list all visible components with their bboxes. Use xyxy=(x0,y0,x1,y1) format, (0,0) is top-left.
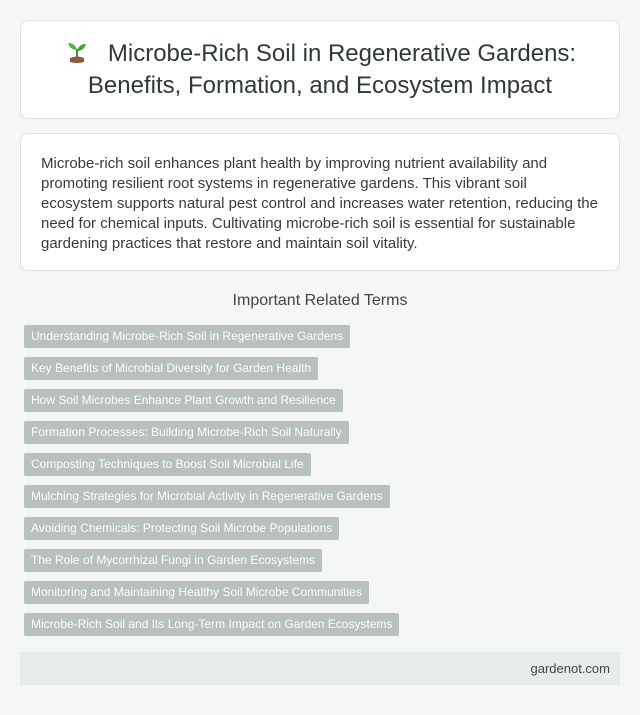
related-term-tag[interactable]: Formation Processes: Building Microbe-Rich Soil Naturally xyxy=(24,421,349,444)
related-term-tag[interactable]: Monitoring and Maintaining Healthy Soil Microbe Communities xyxy=(24,581,369,604)
title-card xyxy=(20,20,620,119)
page-title-text: Microbe-Rich Soil in Regenerative Gardens: Benefits, Formation, and Ecosystem Impact xyxy=(87,39,577,99)
related-term-tag[interactable]: Key Benefits of Microbial Diversity for Garden Health xyxy=(24,357,318,380)
description-card xyxy=(20,133,620,271)
related-term-tag[interactable]: Composting Techniques to Boost Soil Microbial Life xyxy=(24,453,311,476)
description-text: Microbe-rich soil enhances plant health by improving nutrient availability and promoting resilient root systems in regenerative gardens. This vibrant soil ecosystem supports natural pest control and increases water retention, reducing the need for chemical inputs. Cultivating microbe-rich soil is essential for sustainable gardening practices that restore and maintain soil vitality. xyxy=(41,155,598,252)
related-terms-list xyxy=(24,325,624,645)
sprout-icon xyxy=(64,38,90,64)
related-terms-heading: Important Related Terms xyxy=(232,292,408,309)
related-term-tag[interactable]: Understanding Microbe-Rich Soil in Regenerative Gardens xyxy=(24,325,350,348)
related-term-tag[interactable]: Avoiding Chemicals: Protecting Soil Microbe Populations xyxy=(24,517,339,540)
related-term-tag[interactable]: Mulching Strategies for Microbial Activity in Regenerative Gardens xyxy=(24,485,390,508)
page-title xyxy=(21,38,619,102)
related-term-tag[interactable]: The Role of Mycorrhizal Fungi in Garden Ecosystems xyxy=(24,549,322,572)
footer xyxy=(20,652,620,685)
related-term-tag[interactable]: How Soil Microbes Enhance Plant Growth and Resilience xyxy=(24,389,343,412)
related-term-tag[interactable]: Microbe-Rich Soil and Its Long-Term Impact on Garden Ecosystems xyxy=(24,613,399,636)
footer-site-name[interactable]: gardenot.com xyxy=(530,661,610,676)
